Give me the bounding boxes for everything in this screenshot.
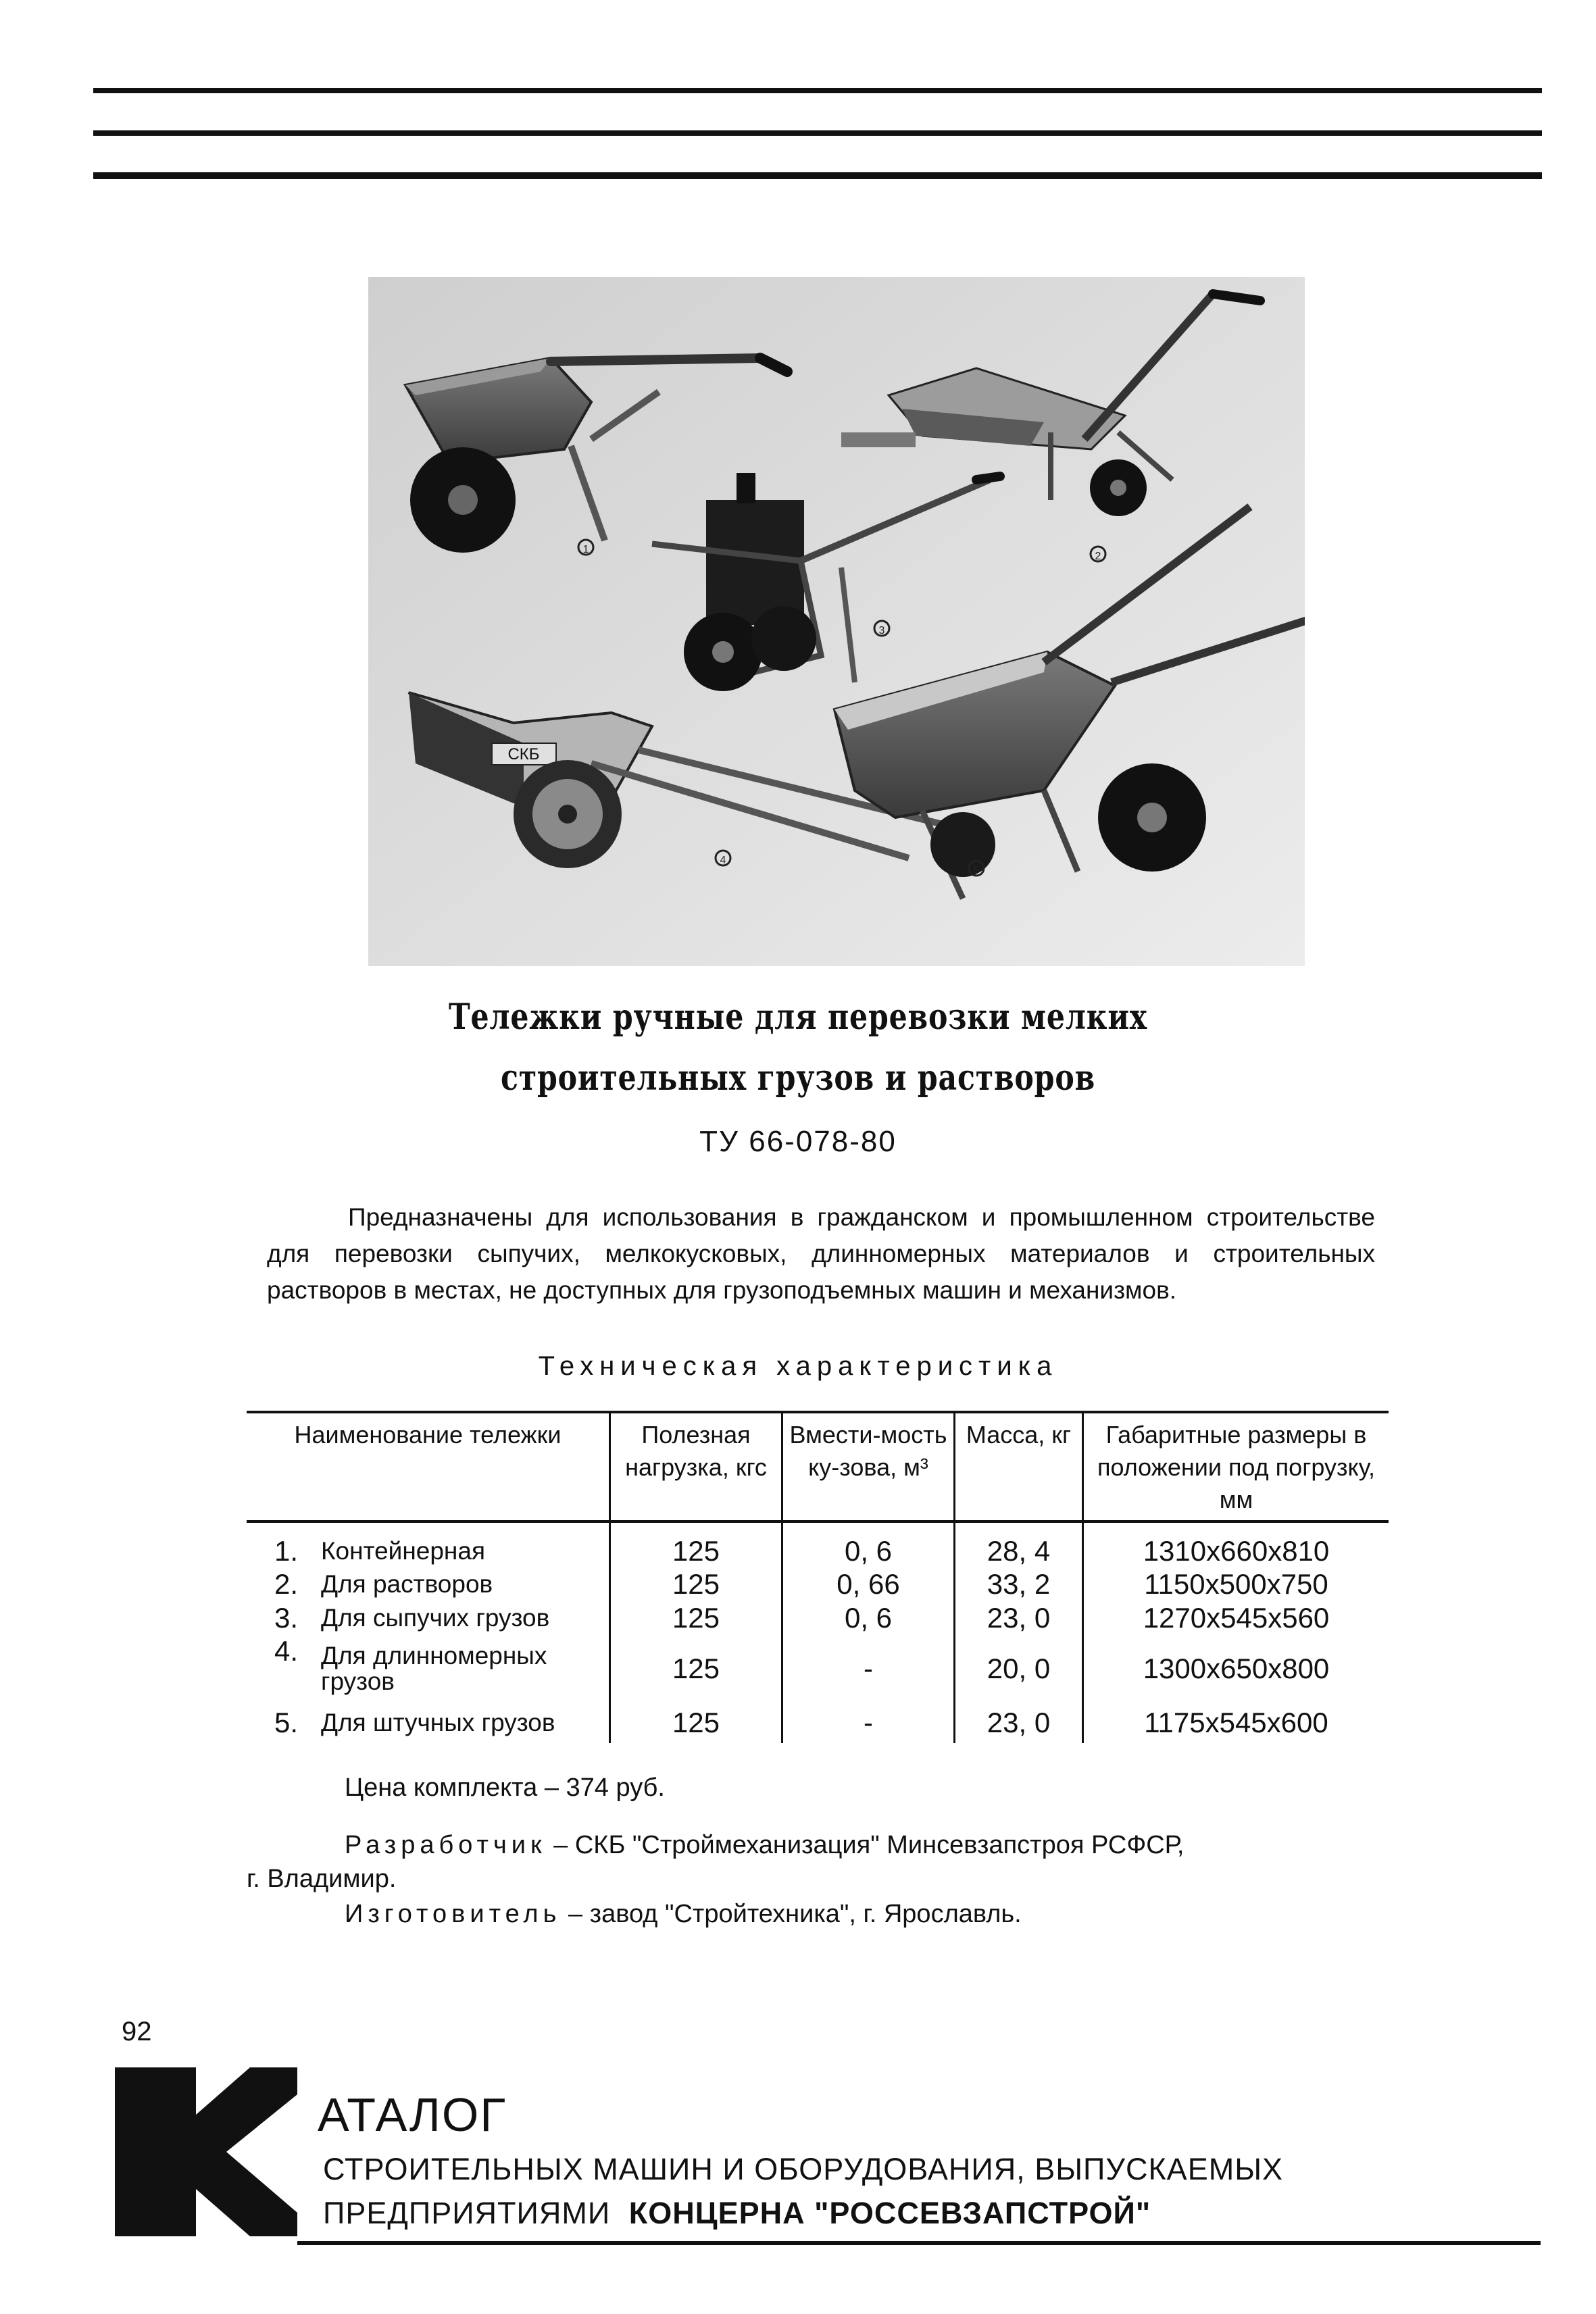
header-rule-3 [93,172,1542,179]
row-name: Для длинномерных грузов [321,1642,547,1695]
marker-2-label: 2 [1095,551,1101,562]
spec-table [247,1411,1389,1743]
catalog-k-letter: К [119,2086,120,2087]
marker-5-label: 5 [973,865,980,876]
row-mass: 33, 2 [955,1567,1083,1601]
header-dimensions: Габаритные размеры в положении под погрузку, мм [1083,1412,1389,1521]
developer-label: Разработчик [345,1831,547,1859]
row-dimensions: 1270x545x560 [1083,1601,1389,1635]
description [267,1199,1375,1309]
marker-3-label: 3 [878,625,885,636]
manufacturer-text: завод "Стройтехника", г. Ярославль. [589,1900,1022,1928]
row-dimensions: 1150x500x750 [1083,1567,1389,1601]
table-row [247,1521,1389,1567]
row-mass: 23, 0 [955,1601,1083,1635]
footer-rule [297,2241,1541,2245]
catalog-line-2-prefix: ПРЕДПРИЯТИЯМИ [323,2196,611,2230]
wheelbarrows-photo [368,277,1305,966]
row-payload: 125 [610,1567,782,1601]
row-name: Для штучных грузов [321,1709,555,1736]
row-payload: 125 [610,1703,782,1743]
developer-city: г. Владимир. [247,1865,397,1893]
price-value: 374 руб. [566,1774,665,1802]
row-payload: 125 [610,1635,782,1703]
catalog-title: АТАЛОГ [318,2088,507,2141]
row-payload: 125 [610,1521,782,1567]
manufacturer-line: Изготовитель – завод "Стройтехника", г. Ярославль. [345,1900,1022,1928]
row-capacity: 0, 6 [782,1601,955,1635]
row-capacity: 0, 6 [782,1521,955,1567]
table-row [247,1635,1389,1703]
header-name: Наименование тележки [247,1412,610,1521]
row-mass: 28, 4 [955,1521,1083,1567]
spec-heading: Техническая характеристика [538,1351,1058,1381]
header-mass: Масса, кг [955,1412,1083,1521]
catalog-line-2-name: КОНЦЕРНА "РОССЕВЗАПСТРОЙ" [628,2196,1151,2230]
marker-1-label: 1 [582,544,589,555]
row-payload: 125 [610,1601,782,1635]
row-capacity: - [782,1703,955,1743]
title-line-2: строительных грузов и растворов [500,1057,1096,1099]
header-payload: Полезная нагрузка, кгс [610,1412,782,1521]
header-capacity: Вмести-мость ку-зова, м³ [782,1412,955,1521]
row-number: 2. [274,1568,298,1600]
row-number: 1. [274,1535,298,1567]
row-number: 3. [274,1602,298,1634]
row-dimensions: 1300x650x800 [1083,1635,1389,1703]
table-row [247,1567,1389,1601]
row-name: Контейнерная [321,1537,485,1565]
row-name: Для растворов [321,1570,493,1598]
price-label: Цена комплекта [345,1774,538,1802]
table-row [247,1601,1389,1635]
row-mass: 20, 0 [955,1635,1083,1703]
header-rule-2 [93,130,1542,136]
table-row [247,1703,1389,1743]
developer-line: Разработчик – СКБ "Строймеханизация" Минсевзапстроя РСФСР, [345,1831,1184,1859]
row-number: 5. [274,1707,298,1738]
marker-4-label: 4 [720,855,726,866]
row-dimensions: 1310x660x810 [1083,1521,1389,1567]
header-rule-1 [93,88,1542,93]
developer-text: СКБ "Строймеханизация" Минсевзапстроя РСФСР, [574,1831,1184,1859]
catalog-k-logo [115,2067,297,2236]
row-number: 4. [274,1635,298,1667]
catalog-line-1: СТРОИТЕЛЬНЫХ МАШИН И ОБОРУДОВАНИЯ, ВЫПУСКАЕМЫХ [323,2152,1284,2186]
spec-table-header [247,1412,1389,1521]
catalog-line-2 [323,2196,1151,2231]
description-text: Предназначены для использования в гражданском и промышленном строительстве для перевозки сыпучих, мелкокусковых, длинномерных материалов и строительных растворов в местах, не доступных для грузоподъемных машин и механизмов. [267,1203,1375,1304]
cart-4-plate: СКБ [507,745,540,763]
title-line-1: Тележки ручные для перевозки мелких [448,997,1148,1038]
page-number: 92 [122,2017,152,2046]
price-line: Цена комплекта – 374 руб. [345,1774,665,1802]
manufacturer-label: Изготовитель [345,1900,562,1928]
row-capacity: - [782,1635,955,1703]
row-mass: 23, 0 [955,1703,1083,1743]
row-capacity: 0, 66 [782,1567,955,1601]
row-dimensions: 1175x545x600 [1083,1703,1389,1743]
row-name: Для сыпучих грузов [321,1604,550,1632]
standard-code: ТУ 66-078-80 [699,1125,897,1158]
